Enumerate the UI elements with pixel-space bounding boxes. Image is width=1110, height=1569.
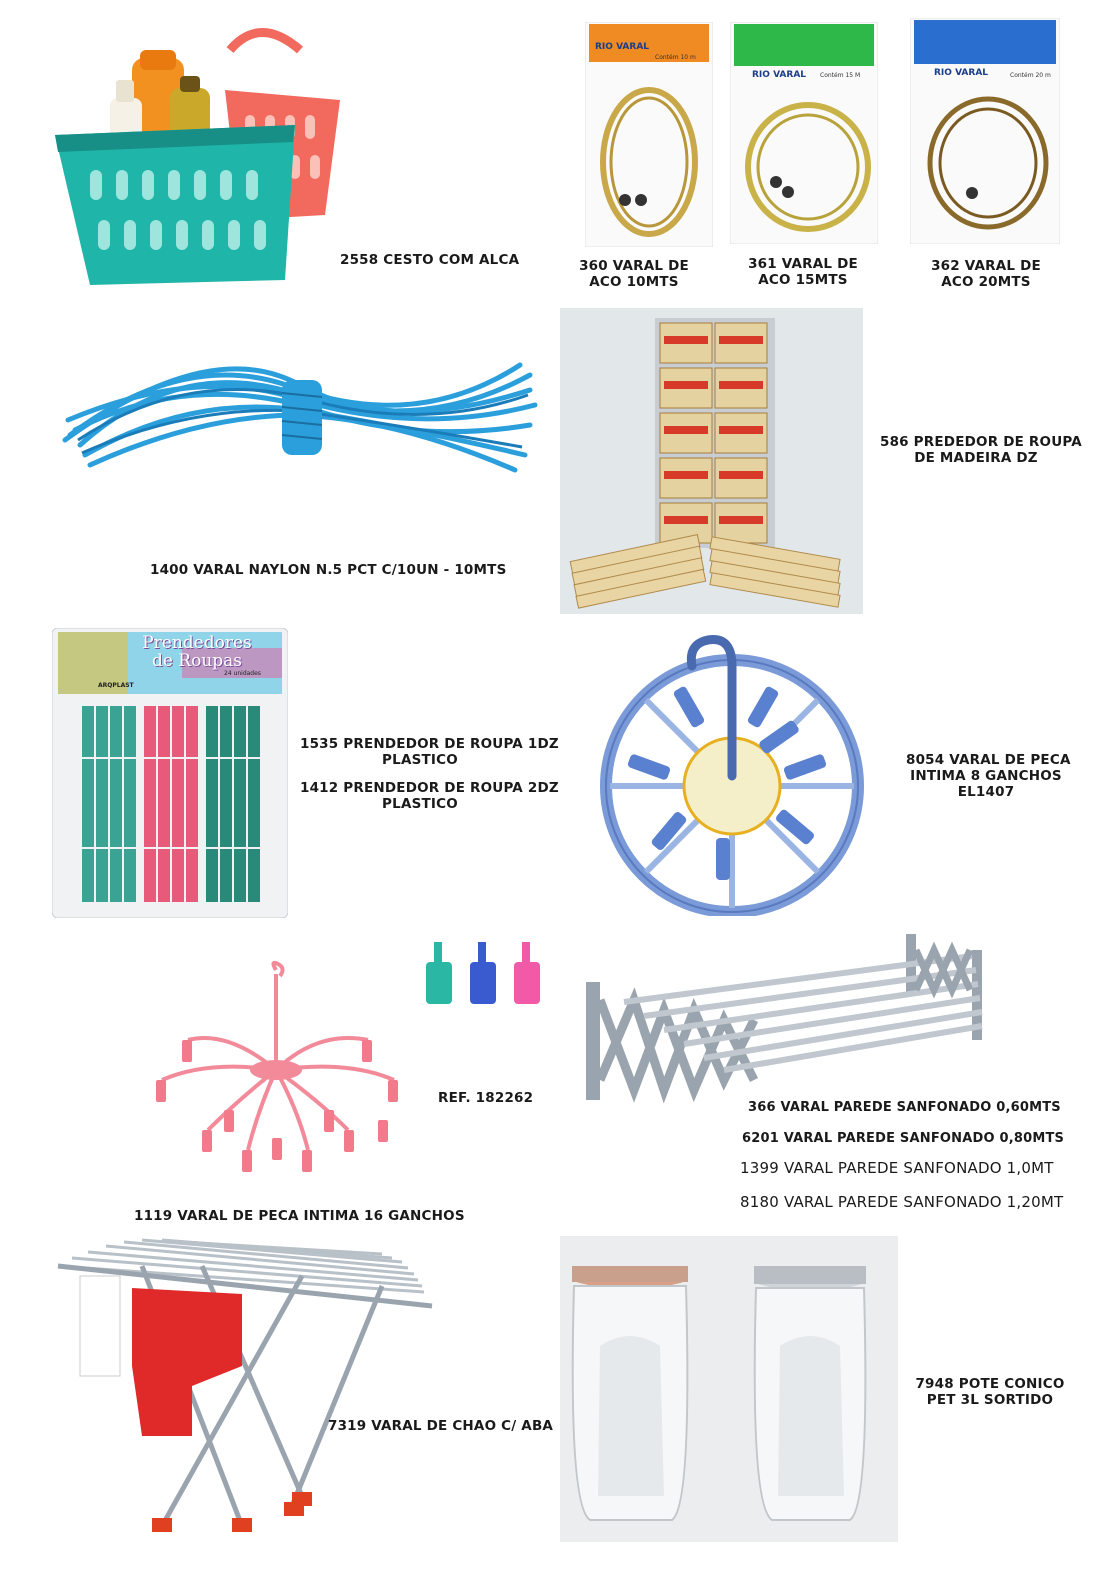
varal-aco-20-image (910, 18, 1060, 244)
cesto-image (50, 10, 340, 290)
varal-aco-20-label: 362 VARAL DE ACO 20MTS (931, 258, 1041, 290)
varal-peca-16-image (148, 960, 408, 1190)
brand-text: RIO VARAL (752, 70, 807, 80)
prendedor-plastico-image (52, 628, 288, 918)
varal-chao-image (52, 1236, 436, 1542)
pack-title: Prendedores de Roupas (142, 633, 252, 671)
prendedor-madeira-label: 586 PREDEDOR DE ROUPA DE MADEIRA DZ (880, 434, 1082, 466)
ref-label: REF. 182262 (438, 1090, 534, 1106)
prendedor-plastico-1dz-label: 1535 PRENDEDOR DE ROUPA 1DZ PLASTICO (300, 736, 559, 768)
varal-peca-16-label: 1119 VARAL DE PECA INTIMA 16 GANCHOS (134, 1208, 465, 1224)
varal-peca-8-image (588, 626, 876, 916)
cesto-label: 2558 CESTO COM ALCA (340, 252, 520, 268)
prendedor-madeira-image (560, 308, 863, 614)
varal-peca-8-label: 8054 VARAL DE PECA INTIMA 8 GANCHOS EL1407 (906, 752, 1071, 800)
varal-chao-label: 7319 VARAL DE CHAO C/ ABA (328, 1418, 554, 1434)
pack-text: Contém 15 M (820, 72, 861, 79)
brand-text: RIO VARAL (595, 42, 650, 52)
brand-text: RIO VARAL (934, 68, 989, 78)
pack-text: Contém 10 m (655, 54, 696, 61)
teal-basket-icon (55, 125, 295, 285)
sanfonado-label-4: 8180 VARAL PAREDE SANFONADO 1,20MT (740, 1193, 1064, 1211)
varal-aco-15-label: 361 VARAL DE ACO 15MTS (748, 256, 858, 288)
varal-aco-10-image (585, 22, 713, 247)
varal-naylon-label: 1400 VARAL NAYLON N.5 PCT C/10UN - 10MTS (150, 562, 507, 578)
sanfonado-label-2: 6201 VARAL PAREDE SANFONADO 0,80MTS (742, 1131, 1065, 1146)
prendedor-plastico-2dz-label: 1412 PRENDEDOR DE ROUPA 2DZ PLASTICO (300, 780, 559, 812)
pack-brand: ARQPLAST (98, 682, 134, 689)
pote-image (560, 1236, 898, 1542)
varal-aco-10-label: 360 VARAL DE ACO 10MTS (579, 258, 689, 290)
mini-clips-image (414, 934, 554, 1008)
sanfonado-label-3: 1399 VARAL PAREDE SANFONADO 1,0MT (740, 1159, 1054, 1177)
varal-aco-15-image (730, 22, 878, 244)
varal-naylon-image (60, 335, 540, 485)
pote-label: 7948 POTE CONICO PET 3L SORTIDO (915, 1376, 1065, 1408)
pack-text: Contém 20 m (1010, 72, 1051, 79)
sanfonado-label-1: 366 VARAL PAREDE SANFONADO 0,60MTS (748, 1100, 1061, 1115)
sanfonado-image (584, 930, 994, 1160)
pack-count: 24 unidades (224, 670, 261, 677)
